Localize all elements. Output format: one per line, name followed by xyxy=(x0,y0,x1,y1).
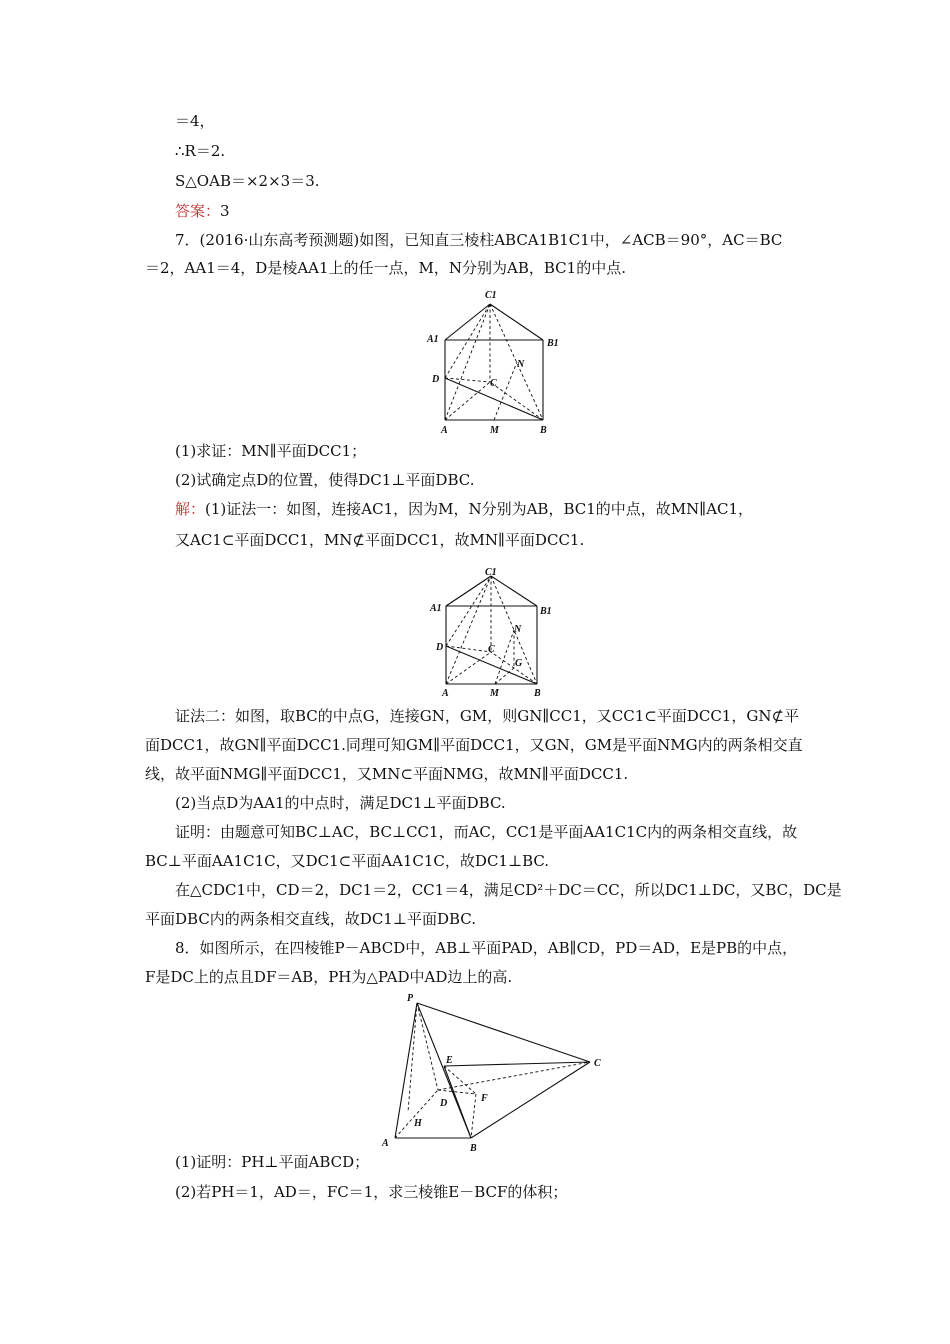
answer-prefix: 解： xyxy=(175,500,206,518)
line-text: 证明：由题意可知BC⊥AC，BC⊥CC1，而AC，CC1是平面AA1C1C内的两条相交直线，故 xyxy=(175,823,798,841)
line-text: (2)当点D为AA1的中点时，满足DC1⊥平面DBC. xyxy=(175,794,506,812)
line-text: 8．如图所示，在四棱锥P－ABCD中，AB⊥平面PAD，AB∥CD，PD＝AD，E是PB的中点， xyxy=(175,939,798,957)
label-H: H xyxy=(414,1118,422,1129)
line-text: F是DC上的点且DF＝AB，PH为△PAD中AD边上的高. xyxy=(145,968,513,986)
label-A: A xyxy=(441,425,448,436)
line-text: 面DCC1，故GN∥平面DCC1.同理可知GM∥平面DCC1，又GN，GM是平面NMG内的两条相交直 xyxy=(145,736,803,754)
pyramid-solid-edges xyxy=(395,1003,590,1138)
label-G: G xyxy=(515,658,523,669)
label-A: A xyxy=(382,1138,389,1149)
label-P: P xyxy=(407,993,414,1004)
line-text: (2)若PH＝1，AD＝，FC＝1，求三棱锥E－BCF的体积； xyxy=(175,1183,568,1201)
label-F: F xyxy=(481,1093,488,1104)
line-text: (1)证法一：如图，连接AC1，因为M，N分别为AB，BC1的中点，故MN∥AC1， xyxy=(205,500,754,518)
line-text: S△OAB＝×2×3＝3. xyxy=(175,172,320,190)
label-A1: A1 xyxy=(430,603,442,614)
label-C: C xyxy=(490,378,497,389)
label-E: E xyxy=(446,1055,453,1066)
label-A1: A1 xyxy=(427,334,439,345)
label-B: B xyxy=(470,1143,477,1154)
label-N: N xyxy=(514,624,522,635)
line-text: ＝4， xyxy=(175,112,215,130)
line-text: ＝2，AA1＝4，D是棱AA1上的任一点，M，N分别为AB，BC1的中点. xyxy=(145,259,626,277)
line-text: 证法二：如图，取BC的中点G，连接GN，GM，则GN∥CC1，又CC1⊂平面DCC1，GN⊄平 xyxy=(175,707,800,725)
line-text: (1)证明：PH⊥平面ABCD； xyxy=(175,1153,370,1171)
line-text: BC⊥平面AA1C1C，又DC1⊂平面AA1C1C，故DC1⊥BC. xyxy=(145,852,550,870)
label-D: D xyxy=(436,642,444,653)
label-N: N xyxy=(517,359,525,370)
line-text: 7．(2016·山东高考预测题)如图，已知直三棱柱ABCA1B1C1中，∠ACB＝90°，AC＝BC xyxy=(175,231,783,249)
line-text: ∴R＝2. xyxy=(175,142,226,160)
label-B: B xyxy=(540,425,547,436)
line-text: 又AC1⊂平面DCC1，MN⊄平面DCC1，故MN∥平面DCC1. xyxy=(175,531,585,549)
label-B1: B1 xyxy=(547,338,559,349)
label-M: M xyxy=(490,425,499,436)
label-C: C xyxy=(488,644,495,655)
label-B: B xyxy=(534,688,541,699)
line-text: 3 xyxy=(220,202,230,220)
answer-prefix: 答案： xyxy=(175,202,221,220)
line-text: (2)试确定点D的位置，使得DC1⊥平面DBC. xyxy=(175,471,475,489)
pyramid-dashed-edges xyxy=(395,1003,590,1138)
label-C: C xyxy=(594,1058,601,1069)
line-text: 在△CDC1中，CD＝2，DC1＝2，CC1＝4，满足CD²＋DC＝CC，所以DC1⊥DC，又BC，DC是 xyxy=(175,881,842,899)
label-C1: C1 xyxy=(485,567,497,578)
label-B1: B1 xyxy=(540,606,552,617)
label-M: M xyxy=(490,688,499,699)
line-text: (1)求证：MN∥平面DCC1； xyxy=(175,442,367,460)
label-D: D xyxy=(432,374,440,385)
label-C1: C1 xyxy=(485,290,497,301)
label-D: D xyxy=(440,1098,448,1109)
label-A: A xyxy=(442,688,449,699)
line-text: 平面DBC内的两条相交直线，故DC1⊥平面DBC. xyxy=(145,910,476,928)
line-text: 线，故平面NMG∥平面DCC1，又MN⊂平面NMG，故MN∥平面DCC1. xyxy=(145,765,629,783)
